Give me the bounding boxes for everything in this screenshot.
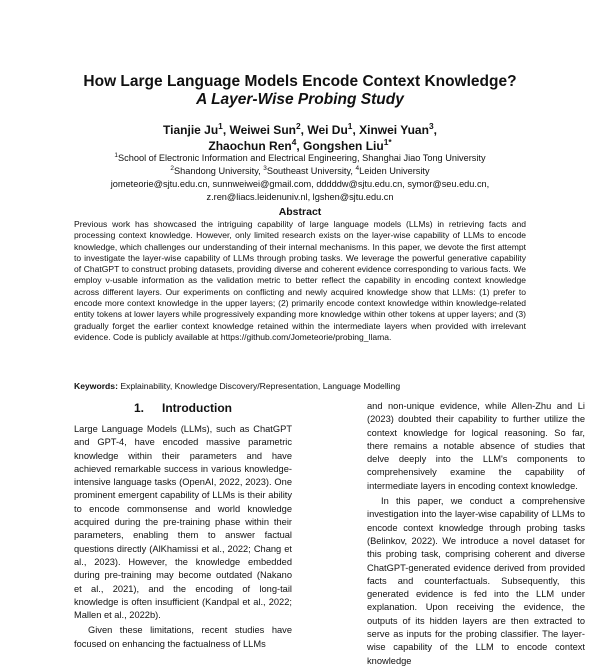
paper-title-line2: A Layer-Wise Probing Study — [196, 91, 404, 108]
paragraph: Given these limitations, recent studies have focused on enhancing the factualness of LLMs — [74, 625, 292, 649]
section-title: Introduction — [162, 401, 232, 415]
author-sup: 1 — [218, 121, 223, 131]
abstract-heading: Abstract — [278, 206, 322, 218]
authors-line1: Tianjie Ju$^1$, Weiwei Sun$^2$, Wei Du$^1$, Xinwei Yuan$^3$, — [163, 121, 437, 137]
paper-title-line1: How Large Language Models Encode Context Knowledge? — [83, 73, 517, 90]
paragraph: In this paper, we conduct a comprehensive investigation into the layer-wise capability of LLMs to encode context knowledge through probing tasks (Belinkov, 2022). We introduce a novel dataset for this probing task, comprising coherent and diverse ChatGPT-generated evidence derived from provided facts and counterfactuals. Subsequently, this generated evidence is fed into the LLM under explanation. Upon receiving the evidence, the outputs of its hidden layers are then extracted to serve as inputs for the probing classifier. The layer-wise capability of the LLM to encode context knowledge — [367, 496, 585, 666]
author-name: Gongshen Liu — [303, 139, 384, 153]
author-name: Xinwei Yuan — [359, 123, 429, 137]
affiliation-line2: $^2$Shandong University, $^3$Southeast University, $^4$Leiden University — [170, 164, 430, 176]
author-name: Tianjie Ju — [163, 123, 219, 137]
keywords — [74, 381, 526, 392]
section-number: 1. — [134, 401, 145, 415]
paragraph: and non-unique evidence, while Allen-Zhu and Li (2023) doubted their capability to further utilize the context knowledge for logical reasoning. So far, there remains a notable absence of studies that delve deeply into the LLM's components to comprehensively examine the capability of intermediate layers in encoding context knowledge. — [367, 401, 585, 491]
affiliation-text: School of Electronic Information and Electrical Engineering, Shanghai Jiao Tong University — [118, 153, 486, 163]
emails-line2: z.ren@liacs.leidenuniv.nl, lgshen@sjtu.edu.cn — [206, 192, 394, 202]
author-name: Weiwei Sun — [229, 123, 296, 137]
author-sup: 1* — [383, 137, 392, 147]
left-column — [74, 423, 292, 651]
keywords-label: Keywords: — [74, 381, 118, 391]
author-sup: 1 — [347, 121, 353, 131]
author-name: Zhaochun Ren — [208, 139, 292, 153]
affiliation-line1 — [0, 153, 600, 163]
affiliation-sup: 1 — [114, 151, 119, 159]
author-sup: 3 — [428, 121, 434, 131]
author-sup: 4 — [291, 137, 297, 147]
authors-line2: Zhaochun Ren$^4$, Gongshen Liu$^{1*}$ — [208, 137, 392, 153]
author-sup: 2 — [295, 121, 301, 131]
emails-line1: jometeorie@sjtu.edu.cn, sunnweiwei@gmail.com, dddddw@sjtu.edu.cn, symor@seu.edu.cn, — [110, 179, 490, 189]
section-heading-introduction — [74, 401, 292, 415]
right-column — [367, 400, 585, 668]
author-name: Wei Du — [307, 123, 348, 137]
paragraph: Large Language Models (LLMs), such as ChatGPT and GPT-4, have encoded massive parametric knowledge within their parameters and have achieved remarkable success in various knowledge-intensive language tasks (OpenAI, 2022, 2023). One prominent emergent capability of LLMs is their ability to encode commonsense and world knowledge acquired during the pre-training phase within their parameters, enabling them to answer factual questions directly (AlKhamissi et al., 2022; Chang et al., 2023). However, the knowledge embedded during pre-training may become outdated (Nakano et al., 2021), and the encoding of long-tail knowledge is often insufficient (Kandpal et al., 2022; Mallen et al., 2022b). — [74, 424, 292, 621]
abstract-text: Previous work has showcased the intriguing capability of large language models (LLMs) in retrieving facts and processing context knowledge. However, only limited research exists on the layer-wise capability of LLMs to encode knowledge, which challenges our understanding of their internal mechanisms. In this paper, we devote the first attempt to investigate the layer-wise capability of LLMs through probing tasks. We leverage the powerful generative capability of ChatGPT to construct probing datasets, providing diverse and coherent evidence corresponding to various facts. We employ ν-usable information as the validation metric to better reflect the capability in encoding context knowledge across different layers. Our experiments on conflicting and newly acquired knowledge show that LLMs: (1) prefer to encode more context knowledge in the upper layers; (2) primarily encode context knowledge within knowledge-related entity tokens at lower layers while progressively expanding more knowledge within other tokens at upper layers; and (3) gradually forget the earlier context knowledge retained within the intermediate layers when provided with irrelevant evidence. Code is publicly available at https://github.com/Jometeorie/probing_llama. — [74, 219, 526, 342]
keywords-text: Explainability, Knowledge Discovery/Representation, Language Modelling — [120, 381, 401, 391]
